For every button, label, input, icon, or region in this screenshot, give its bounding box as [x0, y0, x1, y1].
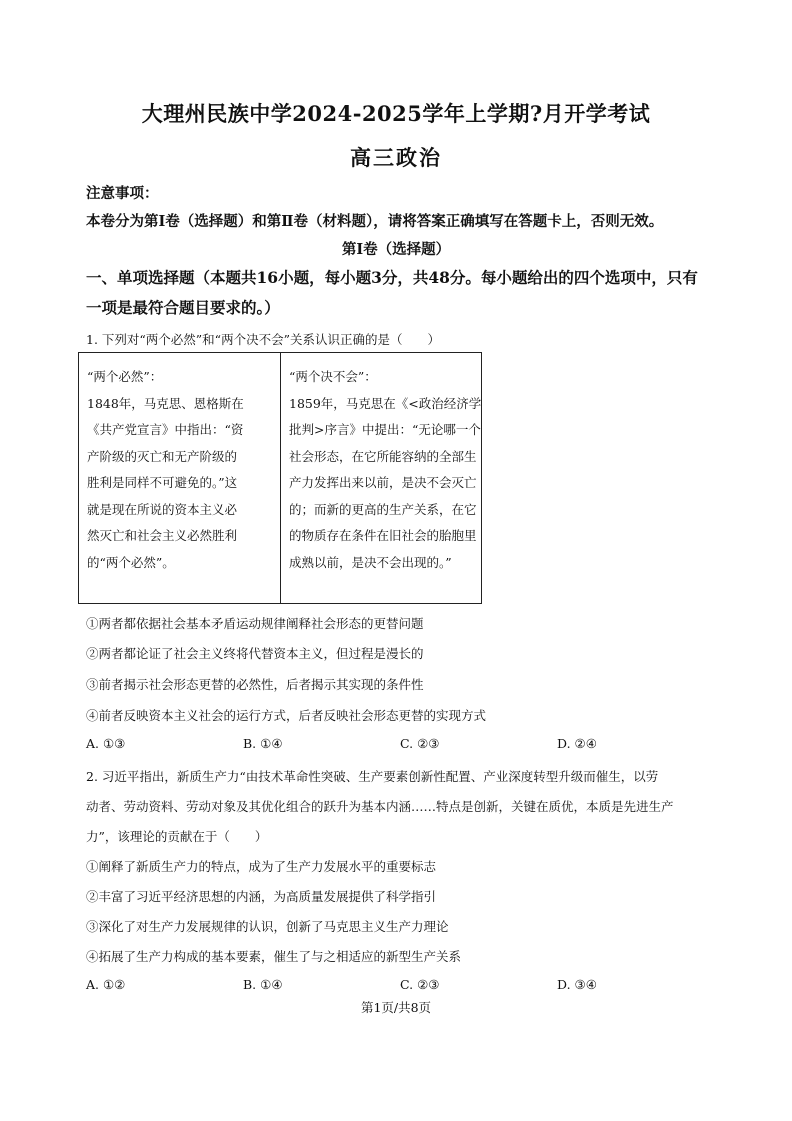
material-line: 社会形态，在它所能容纳的全部生 — [289, 448, 477, 464]
section-instructions: 一、单项选择题（本题共16小题，每小题3分，共48分。每小题给出的四个选项中，只有 — [86, 268, 698, 287]
material-line: 就是现在所说的资本主义必 — [87, 501, 238, 517]
material-line: 的物质存在条件在旧社会的胎胞里 — [289, 528, 477, 543]
question-2-option-b[interactable]: B. ①④ — [243, 977, 283, 992]
question-1-option-a[interactable]: A. ①③ — [86, 736, 126, 751]
material-line: 的；而新的更高的生产关系，在它 — [289, 501, 477, 517]
material-line: 然灭亡和社会主义必然胜利 — [87, 528, 238, 543]
question-1-stem: 1. 下列对“两个必然”和“两个决不会”关系认识正确的是（ ） — [86, 332, 440, 347]
question-2-statement-1: ①阐释了新质生产力的特点，成为了生产力发展水平的重要标志 — [86, 859, 437, 874]
question-2-statement-3: ③深化了对生产力发展规律的认识，创新了马克思主义生产力理论 — [86, 919, 449, 934]
material-line: 产力发挥出来以前，是决不会灭亡 — [289, 475, 477, 490]
question-2-stem-cont: 动者、劳动资料、劳动对象及其优化组合的跃升为基本内涵……特点是创新，关键在质优，本质是先进生产 — [86, 799, 674, 814]
question-1-option-b[interactable]: B. ①④ — [243, 736, 283, 751]
question-1-option-c[interactable]: C. ②③ — [400, 736, 440, 751]
part-title: 第Ⅰ卷（选择题） — [341, 241, 451, 258]
question-2-option-a[interactable]: A. ①② — [86, 977, 126, 992]
question-2-stem-cont: 力”，该理论的贡献在于（ ） — [86, 829, 268, 844]
page-number: 第1页/共8页 — [360, 1000, 432, 1015]
exam-subject: 高三政治 — [350, 145, 442, 170]
material-line: 胜利是同样不可避免的。”这 — [87, 475, 238, 490]
material-two-nevers — [280, 353, 481, 603]
question-1-option-d[interactable]: D. ②④ — [557, 736, 597, 751]
material-line: 《共产党宣言》中指出：“资 — [87, 422, 244, 437]
question-2-option-d[interactable]: D. ③④ — [557, 977, 597, 992]
material-line: 产阶级的灭亡和无产阶级的 — [87, 448, 238, 464]
notes-heading: 注意事项： — [86, 185, 159, 202]
question-2-statement-2: ②丰富了习近平经济思想的内涵，为高质量发展提供了科学指引 — [86, 889, 437, 904]
exam-title: 大理州民族中学2024-2025学年上学期?月开学考试 — [141, 101, 651, 126]
material-two-inevitables — [79, 353, 280, 603]
question-1-statement-3: ③前者揭示社会形态更替的必然性，后者揭示其实现的条件性 — [86, 677, 424, 692]
question-2-statement-4: ④拓展了生产力构成的基本要素，催生了与之相适应的新型生产关系 — [86, 949, 462, 964]
question-1-statement-2: ②两者都论证了社会主义终将代替资本主义，但过程是漫长的 — [86, 646, 424, 661]
material-line: 的“两个必然”。 — [87, 554, 175, 570]
question-1-material-table — [78, 352, 482, 604]
material-line: “两个决不会”： — [289, 369, 377, 384]
question-2-stem: 2. 习近平指出，新质生产力“由技术革命性突破、生产要素创新性配置、产业深度转型升级而催生，以劳 — [86, 769, 659, 784]
notes-text: 本卷分为第Ⅰ卷（选择题）和第Ⅱ卷（材料题），请将答案正确填写在答题卡上，否则无效。 — [86, 213, 664, 230]
material-line: 批判>序言》中提出：“无论哪一个 — [289, 422, 481, 437]
section-instructions-cont: 一项是最符合题目要求的。） — [86, 298, 280, 317]
material-line: 成熟以前，是决不会出现的。” — [289, 554, 452, 570]
question-1-statement-1: ①两者都依据社会基本矛盾运动规律阐释社会形态的更替问题 — [86, 616, 424, 631]
material-line: “两个必然”： — [87, 369, 163, 384]
material-line: 1859年，马克思在《<政治经济学 — [289, 395, 482, 411]
question-1-statement-4: ④前者反映资本主义社会的运行方式，后者反映社会形态更替的实现方式 — [86, 708, 487, 723]
question-2-option-c[interactable]: C. ②③ — [400, 977, 440, 992]
material-line: 1848年，马克思、恩格斯在 — [87, 395, 244, 411]
